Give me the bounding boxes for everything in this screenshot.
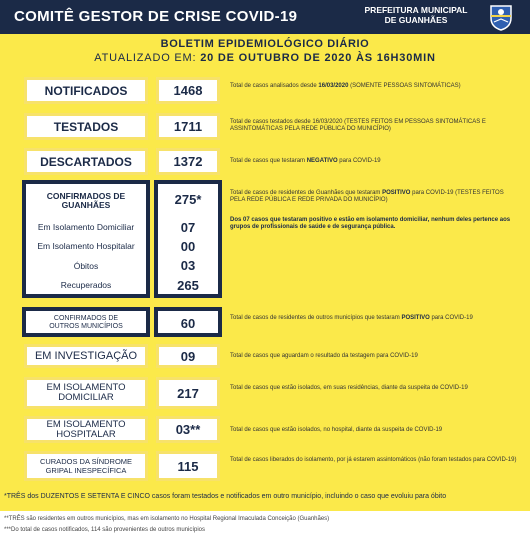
isol-dom-label-l2: DOMICILIAR	[58, 392, 114, 403]
obitos-value: 03	[180, 258, 196, 273]
testados-value-box	[156, 113, 220, 140]
isol-dom-value-box	[156, 377, 220, 409]
confirmados-label-group	[22, 180, 150, 298]
confirmados-value: 275*	[174, 192, 202, 207]
outros-label-l1: CONFIRMADOS DE	[53, 315, 119, 322]
footnote-1: *TRÊS dos DUZENTOS E SETENTA E CINCO casos foram testados e notificados em outro município, incluindo o caso que evoluiu para óbito	[4, 493, 447, 500]
testados-value: 1711	[173, 119, 203, 134]
descartados-label-box	[24, 148, 148, 175]
isol-dom-desc: Total de casos que estão isolados, em suas residências, diante da suspeita de COVID-19	[230, 385, 468, 391]
isol-hosp-label	[46, 420, 125, 440]
notificados-desc-b: 16/03/2020	[318, 83, 349, 89]
bulletin-title: BOLETIM EPIDEMIOLÓGICO DIÁRIO	[160, 38, 370, 50]
recuperados-value: 265	[177, 278, 199, 293]
coat-of-arms-icon	[486, 2, 516, 32]
descartados-desc-a: Total de casos que testaram	[230, 158, 307, 164]
descartados-desc-c: para COVID-19	[337, 158, 381, 164]
investigacao-desc: Total de casos que aguardam o resultado da testagem para COVID-19	[230, 353, 418, 359]
isolamento-domiciliar-value: 07	[180, 220, 196, 235]
confirmados-desc	[230, 190, 520, 204]
footnote-2: **TRÊS são residentes em outros municípios, mas em isolamento no Hospital Regional Imaculada Conceição (Guanhães)	[4, 516, 330, 522]
bulletin-header	[0, 38, 530, 64]
outros-desc-c: para COVID-19	[429, 315, 473, 321]
confirmados-value-group	[154, 180, 222, 298]
testados-desc: Total de casos testados desde 16/03/2020 (TESTES FEITOS EM PESSOAS SINTOMÁTICAS E ASSINTOMÁTICAS PELA REDE PÚBLICA DO MUNICÍPIO)	[230, 119, 486, 132]
descartados-value-box	[156, 148, 220, 175]
notificados-value-box	[156, 77, 220, 104]
isol-dom-value: 217	[177, 385, 199, 401]
outros-desc-b: POSITIVO	[401, 315, 430, 321]
outros-label-box	[22, 307, 150, 337]
prefeitura-line2: DE GUANHÃES	[384, 15, 448, 25]
descartados-desc	[230, 158, 520, 165]
curados-label-box	[24, 451, 148, 481]
prefeitura-name	[360, 5, 472, 25]
notificados-value: 1468	[173, 83, 203, 98]
recuperados-label: Recuperados	[60, 280, 112, 290]
notificados-desc-a: Total de casos analisados desde	[230, 83, 319, 89]
obitos-label: Óbitos	[73, 261, 99, 271]
footnote-3: ***Do total de casos notificados, 114 são provenientes de outros municípios	[4, 527, 206, 533]
testados-label: TESTADOS	[53, 119, 119, 134]
descartados-value: 1372	[173, 154, 203, 169]
notificados-label: NOTIFICADOS	[44, 83, 128, 98]
isolamento-domiciliar-label: Em Isolamento Domiciliar	[37, 222, 135, 232]
confirmados-label-l1: CONFIRMADOS DE	[46, 191, 126, 201]
isol-hosp-value-box	[156, 416, 220, 443]
investigacao-label-box	[24, 344, 148, 368]
notificados-desc-c: (SOMENTE PESSOAS SINTOMÁTICAS)	[348, 83, 461, 89]
confirmados-label-l2: GUANHÃES	[61, 200, 111, 210]
curados-label-l2: GRIPAL INESPECÍFICA	[45, 466, 127, 475]
curados-label	[40, 457, 132, 475]
bulletin-date	[0, 52, 530, 64]
outros-label-l2: OUTROS MUNICÍPIOS	[49, 323, 123, 330]
isol-hosp-label-l1: EM ISOLAMENTO	[46, 418, 126, 430]
outros-desc	[230, 315, 520, 322]
committee-title: COMITÊ GESTOR DE CRISE COVID-19	[14, 8, 298, 25]
header-bar	[0, 0, 530, 34]
outros-label	[26, 315, 146, 331]
outros-desc-a: Total de casos de residentes de outros municípios que testaram	[230, 315, 402, 321]
outros-value-box	[154, 307, 222, 337]
isolamento-hospitalar-label: Em Isolamento Hospitalar	[37, 241, 135, 251]
isol-hosp-label-box	[24, 416, 148, 443]
curados-desc: Total de casos liberados do isolamento, por já estarem assintomáticos (não foram testados para COVID-19)	[230, 457, 517, 463]
confirmados-desc-c: para COVID-19 (TESTES FEITOS PELA REDE PÚBLICA E REDE PRIVADA DO MUNICÍPIO)	[230, 190, 504, 203]
confirmados-label	[26, 192, 146, 210]
notificados-label-box	[24, 77, 148, 104]
investigacao-label: EM INVESTIGAÇÃO	[34, 350, 138, 362]
notificados-desc	[230, 83, 520, 90]
confirmados-desc-b: POSITIVO	[382, 190, 411, 196]
investigacao-value-box	[156, 344, 220, 368]
isolamento-hospitalar-value: 00	[180, 239, 196, 254]
isol-dom-label-l1: EM ISOLAMENTO	[46, 382, 126, 393]
curados-label-l1: CURADOS DA SÍNDROME	[39, 457, 133, 466]
isol-hosp-label-l2: HOSPITALAR	[56, 428, 116, 440]
investigacao-value: 09	[180, 348, 196, 364]
updated-label: ATUALIZADO EM:	[94, 52, 201, 64]
isol-dom-label-box	[24, 377, 148, 409]
curados-value: 115	[177, 458, 199, 474]
updated-date: 20 DE OUTUBRO DE 2020 ÀS 16H30MIN	[200, 52, 436, 64]
isol-hosp-value: 03**	[175, 422, 201, 437]
descartados-label: DESCARTADOS	[40, 154, 132, 169]
outros-value: 60	[180, 316, 196, 331]
confirmados-desc-a: Total de casos de residentes de Guanhães que testaram	[230, 190, 383, 196]
curados-value-box	[156, 451, 220, 481]
descartados-desc-b: NEGATIVO	[306, 158, 338, 164]
isol-hosp-desc: Total de casos que estão isolados, no hospital, diante da suspeita de COVID-19	[230, 427, 443, 433]
testados-label-box	[24, 113, 148, 140]
prefeitura-line1: PREFEITURA MUNICIPAL	[364, 5, 468, 15]
isol-dom-label	[46, 383, 125, 403]
confirmados-note: Dos 07 casos que testaram positivo e estão em isolamento domiciliar, nenhum deles pertence aos grupos de profissionais de saúde e de segurança pública.	[230, 217, 511, 230]
